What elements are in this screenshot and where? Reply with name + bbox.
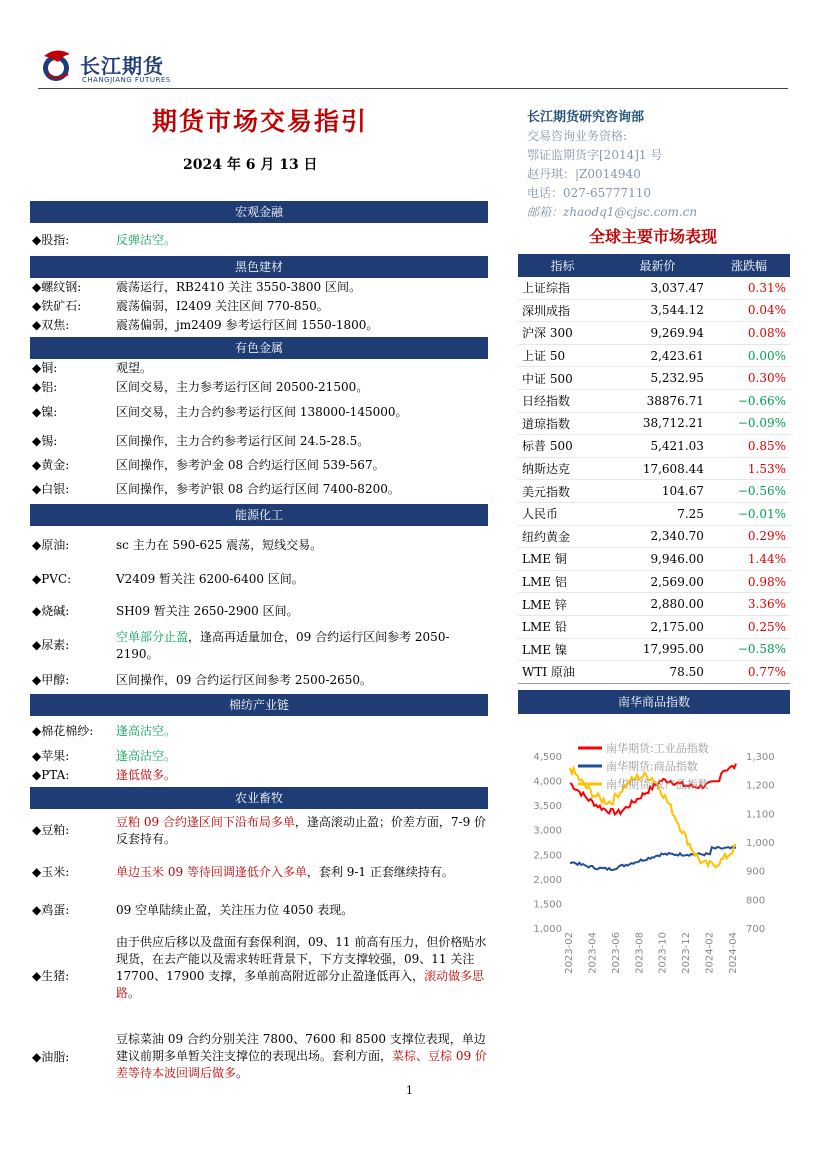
row-label: ◆PTA: [32, 768, 70, 782]
market-cell-name: 纳斯达克 [518, 457, 607, 480]
market-cell-price: 7.25 [607, 502, 708, 525]
section-black: 黑色建材 [30, 256, 488, 278]
row-text: 逢高沽空。 [116, 724, 177, 738]
right-tick-label: 1,100 [746, 809, 775, 821]
row-label: ◆双焦: [32, 318, 70, 332]
legend-label: 南华期货:农产品指数 [606, 778, 709, 791]
market-row [518, 322, 790, 345]
market-cell-change: −0.66% [708, 389, 790, 412]
x-tick-label: 2024-04 [728, 932, 739, 974]
market-cell-change: 0.30% [708, 367, 790, 390]
market-cell-price: 2,569.00 [607, 570, 708, 593]
x-tick-label: 2023-02 [564, 932, 575, 974]
section-macro: 宏观金融 [30, 201, 488, 223]
x-tick-label: 2023-10 [657, 932, 669, 974]
oil-highlight: 菜棕、豆棕 09 价差等待本波回调后做多 [116, 1049, 487, 1080]
qualification-label: 交易咨询业务资格: [527, 129, 628, 143]
market-cell-name: 沪深 300 [518, 322, 607, 345]
row-text [116, 934, 492, 1002]
dept-name: 长江期货研究咨询部 [527, 110, 645, 125]
market-cell-name: 中证 500 [518, 367, 607, 390]
row-label: ◆油脂: [32, 1050, 70, 1064]
row-label: ◆锡: [32, 434, 58, 448]
x-tick-label: 2024-02 [704, 932, 716, 974]
market-cell-name: LME 铅 [518, 615, 607, 638]
row-label: ◆铜: [32, 361, 58, 375]
market-row [518, 389, 790, 412]
market-cell-change: −0.58% [708, 638, 790, 661]
row-text [116, 864, 492, 881]
market-cell-change: 0.31% [708, 277, 790, 299]
urea-rest: ，逢高再适量加仓，09 合约运行区间参考 2050-2190。 [116, 630, 450, 661]
market-cell-price: 2,880.00 [607, 593, 708, 616]
right-tick-label: 700 [746, 924, 766, 935]
row-label: ◆鸡蛋: [32, 903, 70, 917]
section-energy: 能源化工 [30, 504, 488, 526]
x-tick-label: 2023-06 [610, 932, 622, 974]
market-row [518, 525, 790, 548]
commodity-index-line [570, 847, 736, 870]
row-label: ◆玉米: [32, 865, 70, 879]
row-label: ◆烧碱: [32, 604, 70, 618]
page-title: 期货市场交易指引 [152, 107, 369, 136]
left-tick-label: 4,000 [533, 776, 562, 788]
section-nonferrous: 有色金属 [30, 337, 488, 359]
market-cell-price: 3,037.47 [607, 277, 708, 299]
market-cell-name: LME 铝 [518, 570, 607, 593]
report-date: 2024 年 6 月 13 日 [183, 157, 318, 173]
market-cell-name: 人民币 [518, 502, 607, 525]
right-tick-label: 800 [746, 895, 766, 907]
row-label: ◆铝: [32, 380, 58, 394]
qualification-number: 鄂证监期货字[2014]1 号 [527, 148, 663, 162]
market-cell-price: 5,232.95 [607, 367, 708, 390]
market-cell-name: 日经指数 [518, 389, 607, 412]
analyst-name: 赵丹琪：|Z0014940 [527, 167, 641, 181]
market-cell-name: WTI 原油 [518, 661, 607, 684]
row-label: ◆股指: [32, 233, 70, 247]
left-tick-label: 4,500 [533, 752, 562, 763]
market-cell-change: 0.25% [708, 615, 790, 638]
header-change: 涨跌幅 [708, 254, 790, 277]
corn-rest: ，套利 9-1 正套继续持有。 [306, 865, 454, 879]
market-cell-price: 2,423.61 [607, 344, 708, 367]
market-row [518, 457, 790, 480]
market-row [518, 615, 790, 638]
company-logo [38, 46, 188, 86]
right-tick-label: 1,200 [746, 780, 775, 792]
market-cell-change: 1.44% [708, 548, 790, 571]
market-row [518, 367, 790, 390]
market-row [518, 502, 790, 525]
market-cell-name: 美元指数 [518, 480, 607, 503]
oil-text: 豆棕菜油 09 合约分别关注 7800、7600 和 8500 支撑位表现，单边建议前期多单暂关注支撑位的表现出场。套利方面， [116, 1032, 486, 1063]
page-number: 1 [406, 1084, 413, 1097]
section-cotton: 棉纺产业链 [30, 694, 488, 716]
market-cell-price: 2,340.70 [607, 525, 708, 548]
market-cell-name: LME 镍 [518, 638, 607, 661]
market-cell-price: 38,712.21 [607, 412, 708, 435]
left-tick-label: 3,000 [533, 825, 562, 837]
meal-highlight: 豆粕 09 合约逢区间下沿布局多单 [116, 815, 295, 829]
market-cell-change: 0.00% [708, 344, 790, 367]
market-row [518, 435, 790, 458]
market-cell-name: 深圳成指 [518, 299, 607, 322]
legend-label: 南华期货:工业品指数 [606, 742, 709, 755]
row-urea [32, 629, 492, 663]
market-row [518, 593, 790, 616]
row-text: 震荡偏弱，jm2409 参考运行区间 1550-1800。 [116, 318, 379, 332]
market-cell-change: 1.53% [708, 457, 790, 480]
right-tick-label: 1,000 [746, 838, 775, 849]
row-text: SH09 暂关注 2650-2900 区间。 [116, 604, 299, 618]
row-label: ◆尿素: [32, 638, 70, 652]
dragon-logo-icon [38, 46, 78, 86]
row-text [116, 814, 492, 848]
market-cell-change: 0.04% [708, 299, 790, 322]
market-row [518, 548, 790, 571]
logo-chinese-text: 长江期货 [80, 54, 164, 78]
row-label: ◆棉花棉纱: [32, 724, 94, 738]
right-tick-label: 900 [746, 866, 766, 878]
row-text: 区间交易，主力合约参考运行区间 138000-145000。 [116, 405, 408, 419]
market-row [518, 480, 790, 503]
row-label: ◆苹果: [32, 749, 70, 763]
left-tick-label: 2,000 [533, 874, 562, 886]
row-hog [32, 934, 492, 1002]
row-text: 区间操作，09 合约运行区间参考 2500-2650。 [116, 673, 373, 687]
row-text: 区间操作，参考沪金 08 合约运行区间 539-567。 [116, 458, 385, 472]
row-text [116, 1031, 492, 1082]
market-cell-change: −0.56% [708, 480, 790, 503]
row-soymeal [32, 814, 492, 848]
contact-block [527, 108, 697, 222]
row-label: ◆生猪: [32, 969, 70, 983]
row-label: ◆PVC: [32, 572, 72, 586]
market-cell-price: 5,421.03 [607, 435, 708, 458]
market-row [518, 661, 790, 684]
market-cell-price: 104.67 [607, 480, 708, 503]
row-text: 反弹沽空。 [116, 233, 177, 247]
x-tick-label: 2023-08 [634, 932, 646, 974]
market-header-row [518, 254, 790, 277]
market-cell-name: LME 锌 [518, 593, 607, 616]
header-divider [38, 88, 788, 89]
legend-label: 南华期货:商品指数 [606, 760, 698, 773]
market-row [518, 412, 790, 435]
row-text: 区间交易，主力参考运行区间 20500-21500。 [116, 380, 369, 394]
row-text: 区间操作，主力合约参考运行区间 24.5-28.5。 [116, 434, 370, 448]
corn-highlight: 单边玉米 09 等待回调逢低介入多单 [116, 865, 307, 879]
row-text: 09 空单陆续止盈，关注压力位 4050 表现。 [116, 903, 354, 917]
row-label: ◆黄金: [32, 458, 70, 472]
hog-text: 由于供应后移以及盘面有套保利润，09、11 前高有压力，但价格贴水现货，在去产能以及需求转旺背景下，下方支撑较强，09、11 关注 17700、17900 支撑，多单前高附近部分止盈逢低再入， [116, 935, 487, 983]
nanhua-title: 南华商品指数 [518, 690, 790, 714]
market-row [518, 638, 790, 661]
row-label: ◆铁矿石: [32, 299, 82, 313]
x-tick-label: 2023-04 [587, 932, 599, 974]
row-text: 震荡运行，RB2410 关注 3550-3800 区间。 [116, 280, 361, 294]
hog-tail: 。 [128, 986, 141, 1000]
market-cell-price: 17,995.00 [607, 638, 708, 661]
row-label: ◆螺纹钢: [32, 280, 82, 294]
row-text: 区间操作，参考沪银 08 合约运行区间 7400-8200。 [116, 482, 400, 496]
logo-english-text: CHANGJIANG FUTURES [82, 76, 171, 84]
market-cell-change: 3.36% [708, 593, 790, 616]
market-cell-name: 纽约黄金 [518, 525, 607, 548]
meal-rest: ，逢高滚动止盈；价差方面，7-9 价反套持有。 [116, 815, 487, 846]
nanhua-chart [518, 736, 790, 998]
left-tick-label: 2,500 [533, 850, 562, 862]
market-cell-name: 上证综指 [518, 277, 607, 299]
market-cell-name: 上证 50 [518, 344, 607, 367]
left-tick-label: 1,000 [533, 924, 562, 935]
row-text: 逢低做多。 [116, 768, 177, 782]
market-cell-change: 0.29% [708, 525, 790, 548]
market-cell-name: LME 铜 [518, 548, 607, 571]
oil-tail: 。 [236, 1066, 249, 1080]
row-label: ◆原油: [32, 538, 70, 552]
phone: 电话：027-65777110 [527, 186, 652, 200]
urea-highlight: 空单部分止盈 [116, 630, 189, 644]
market-title: 全球主要市场表现 [588, 227, 717, 246]
row-text: sc 主力在 590-625 震荡，短线交易。 [116, 538, 323, 552]
section-agri: 农业畜牧 [30, 787, 488, 809]
row-text: 震荡偏弱，I2409 关注区间 770-850。 [116, 299, 329, 313]
row-text: 逢高沽空。 [116, 749, 177, 763]
market-cell-change: −0.01% [708, 502, 790, 525]
hog-highlight: 滚动做多思路 [116, 969, 485, 1000]
left-tick-label: 1,500 [533, 899, 562, 911]
row-label: ◆镍: [32, 405, 58, 419]
header-indicator: 指标 [518, 254, 607, 277]
market-cell-change: 0.08% [708, 322, 790, 345]
market-cell-price: 3,544.12 [607, 299, 708, 322]
left-tick-label: 3,500 [533, 801, 562, 813]
market-row [518, 299, 790, 322]
row-label: ◆白银: [32, 482, 70, 496]
row-oils [32, 1031, 492, 1083]
market-cell-change: 0.98% [708, 570, 790, 593]
market-cell-change: 0.77% [708, 661, 790, 684]
market-cell-price: 38876.71 [607, 389, 708, 412]
x-tick-label: 2023-12 [681, 932, 693, 974]
market-cell-name: 标普 500 [518, 435, 607, 458]
row-text [116, 629, 492, 663]
market-cell-name: 道琼指数 [518, 412, 607, 435]
market-cell-price: 2,175.00 [607, 615, 708, 638]
market-cell-price: 17,608.44 [607, 457, 708, 480]
row-text: 观望。 [116, 361, 153, 375]
row-label: ◆甲醇: [32, 673, 70, 687]
market-cell-change: −0.09% [708, 412, 790, 435]
market-row [518, 570, 790, 593]
right-tick-label: 1,300 [746, 752, 775, 763]
market-table [518, 254, 790, 684]
row-text: V2409 暂关注 6200-6400 区间。 [116, 572, 304, 586]
row-label: ◆豆粕: [32, 823, 70, 837]
market-table-body [518, 277, 790, 683]
market-row [518, 344, 790, 367]
email: 邮箱：zhaodq1@cjsc.com.cn [527, 205, 698, 219]
market-cell-price: 78.50 [607, 661, 708, 684]
market-row [518, 277, 790, 299]
header-price: 最新价 [607, 254, 708, 277]
market-cell-price: 9,946.00 [607, 548, 708, 571]
market-cell-change: 0.85% [708, 435, 790, 458]
market-cell-price: 9,269.94 [607, 322, 708, 345]
